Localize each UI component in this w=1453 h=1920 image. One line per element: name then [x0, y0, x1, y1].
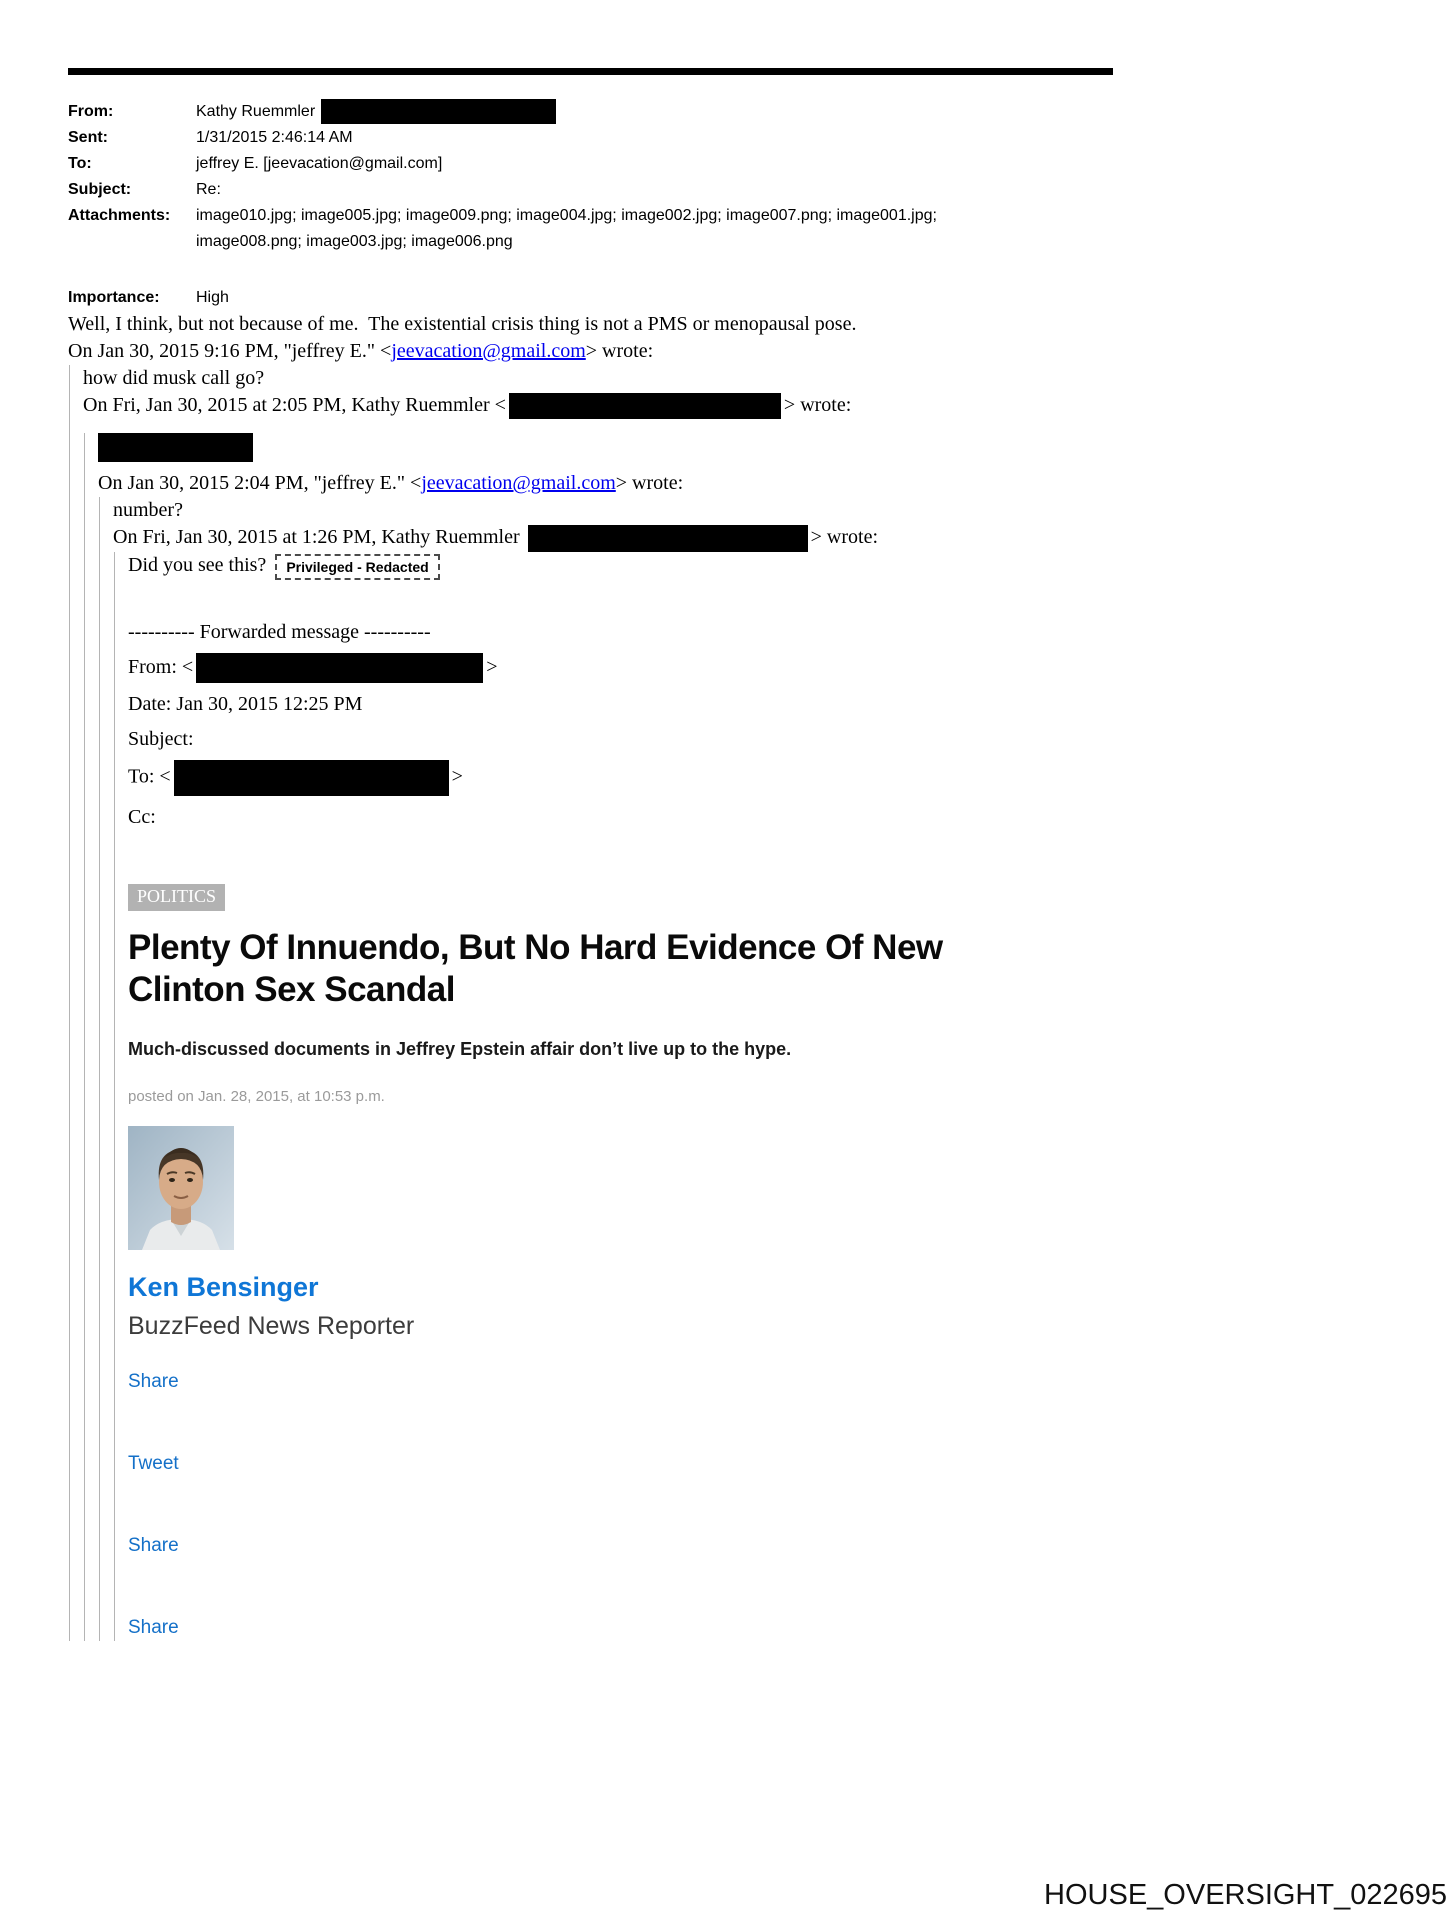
- quote-intro-4-post: > wrote:: [810, 526, 879, 549]
- news-article: [128, 883, 1413, 1641]
- forwarded-message: [128, 618, 1413, 831]
- email-address-link[interactable]: jeevacation@gmail.com: [391, 340, 586, 362]
- forwarded-subject: Subject:: [128, 728, 194, 751]
- attachments-label: Attachments:: [68, 207, 171, 224]
- redaction-bar: [528, 525, 808, 552]
- to-value: jeffrey E. [jeevacation@gmail.com]: [196, 155, 443, 172]
- quote-intro-2-post: > wrote:: [783, 394, 852, 416]
- author-name-link[interactable]: Ken Bensinger: [128, 1272, 319, 1303]
- share-link-1[interactable]: Share: [128, 1371, 179, 1393]
- email-body: [68, 311, 1413, 1641]
- to-label: To:: [68, 155, 92, 172]
- header-row-to: [68, 151, 1413, 177]
- redaction-bar: [196, 653, 483, 683]
- quote-intro-3: [98, 470, 1413, 497]
- quote-intro-1-pre: On Jan 30, 2015 9:16 PM, "jeffrey E." <: [68, 340, 392, 362]
- sent-value: 1/31/2015 2:46:14 AM: [196, 129, 353, 146]
- quote-intro-2: [83, 392, 1413, 419]
- quote-intro-2-pre: On Fri, Jan 30, 2015 at 2:05 PM, Kathy Ruemmler <: [83, 394, 506, 416]
- quote-intro-3-post: > wrote:: [615, 472, 684, 495]
- quote-intro-1: [68, 338, 1413, 365]
- quoted-reply-level-1: [69, 365, 1413, 1641]
- from-label: From:: [68, 103, 114, 120]
- forwarded-to-close: >: [451, 765, 463, 788]
- article-dek: Much-discussed documents in Jeffrey Epstein affair don’t live up to the hype.: [128, 1039, 792, 1060]
- share-link-3[interactable]: Share: [128, 1617, 179, 1639]
- author-role: BuzzFeed News Reporter: [128, 1312, 415, 1341]
- top-rule: [68, 68, 1113, 75]
- article-headline: Plenty Of Innuendo, But No Hard Evidence Of New Clinton Sex Scandal: [128, 927, 943, 1010]
- forwarded-cc: Cc:: [128, 806, 156, 829]
- quoted-reply-level-2: [84, 433, 1413, 1641]
- quote-intro-4: [113, 524, 1413, 552]
- tweet-link[interactable]: Tweet: [128, 1453, 179, 1475]
- forwarded-divider: ---------- Forwarded message ----------: [128, 620, 431, 643]
- forwarded-to: [128, 760, 1413, 796]
- header-row-from: [68, 99, 1413, 125]
- quoted-text: how did musk call go?: [83, 367, 265, 389]
- header-row-attachments: [68, 203, 1413, 255]
- quoted-text: [128, 552, 1413, 579]
- redaction-bar: [321, 99, 556, 124]
- forwarded-from-label: From: <: [128, 655, 194, 678]
- bates-number: HOUSE_OVERSIGHT_022695: [1044, 1879, 1447, 1911]
- from-name: Kathy Ruemmler: [196, 103, 316, 120]
- email-header: [68, 99, 1413, 255]
- sent-label: Sent:: [68, 129, 108, 146]
- did-you-see-text: Did you see this?: [128, 554, 267, 577]
- from-value: [196, 99, 1008, 125]
- header-row-sent: [68, 125, 1413, 151]
- subject-label: Subject:: [68, 181, 132, 198]
- forwarded-to-label: To: <: [128, 765, 171, 788]
- section-tag-politics[interactable]: POLITICS: [128, 884, 225, 911]
- quoted-reply-level-3: [99, 497, 1413, 1641]
- redaction-bar: [174, 760, 449, 796]
- email-address-link[interactable]: jeevacation@gmail.com: [421, 472, 616, 495]
- redaction-bar: [98, 433, 253, 462]
- importance-value: High: [196, 289, 229, 306]
- header-row-importance: [68, 285, 1413, 311]
- privileged-redacted-badge: Privileged - Redacted: [275, 554, 439, 580]
- subject-value: Re:: [196, 181, 221, 198]
- importance-label: Importance:: [68, 289, 160, 306]
- quote-intro-3-pre: On Jan 30, 2015 2:04 PM, "jeffrey E." <: [98, 472, 422, 495]
- quote-intro-4-pre: On Fri, Jan 30, 2015 at 1:26 PM, Kathy Ruemmler: [113, 526, 525, 549]
- quote-intro-1-post: > wrote:: [585, 340, 654, 362]
- share-link-2[interactable]: Share: [128, 1535, 179, 1557]
- quoted-reply-level-4: [114, 552, 1413, 1641]
- message-text: Well, I think, but not because of me. The existential crisis thing is not a PMS or menopausal pose.: [68, 313, 857, 335]
- quoted-text: number?: [113, 499, 183, 522]
- posted-timestamp: posted on Jan. 28, 2015, at 10:53 p.m.: [128, 1088, 385, 1106]
- redaction-bar: [509, 393, 781, 419]
- author-photo: [128, 1126, 234, 1250]
- forwarded-from-close: >: [486, 655, 498, 678]
- forwarded-date: Date: Jan 30, 2015 12:25 PM: [128, 693, 363, 716]
- attachments-value: image010.jpg; image005.jpg; image009.png; image004.jpg; image002.jpg; image007.png; image001.jpg; image008.png; image003.jpg; image006.png: [196, 207, 937, 250]
- forwarded-from: [128, 653, 1413, 683]
- header-row-subject: [68, 177, 1413, 203]
